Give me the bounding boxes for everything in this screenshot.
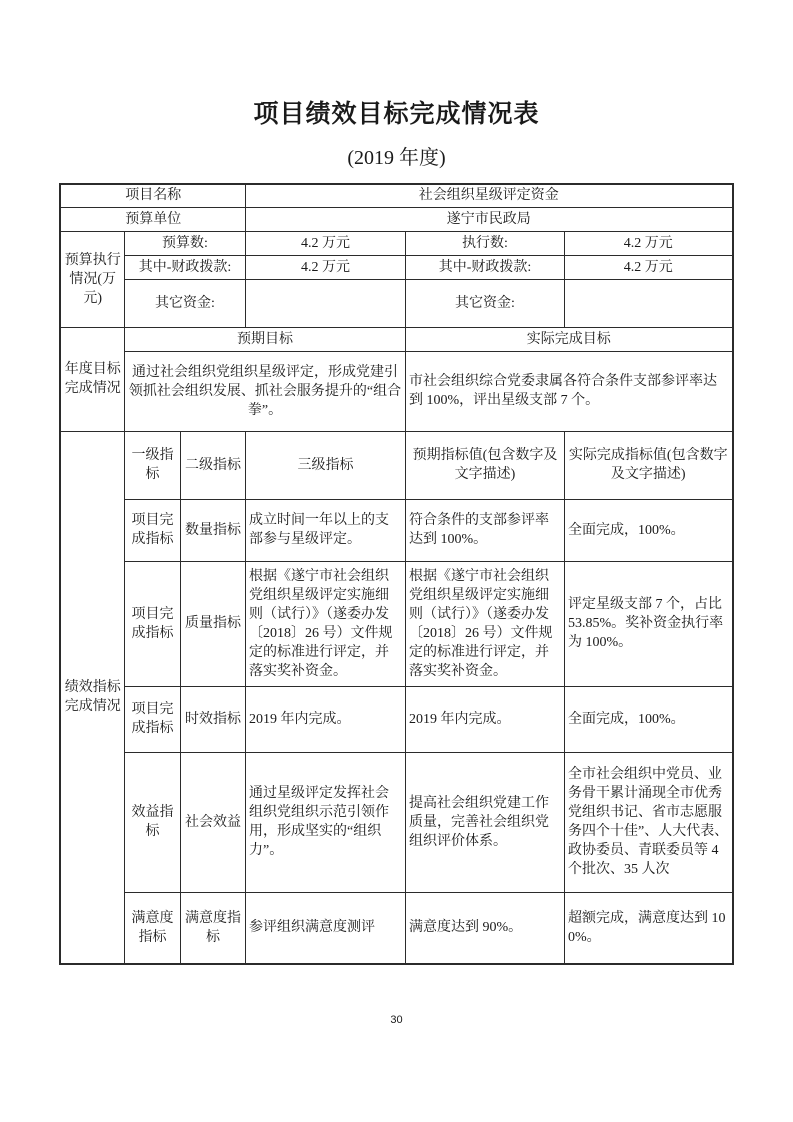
budget-other-label: 其它资金: — [124, 279, 245, 327]
perf-level2-cell: 质量指标 — [180, 561, 245, 686]
budget-fiscal-value: 4.2 万元 — [246, 255, 406, 279]
perf-level2-cell: 时效指标 — [180, 686, 245, 752]
perf-level3-cell: 通过星级评定发挥社会组织党组织示范引领作用，形成坚实的“组织力”。 — [246, 752, 406, 892]
perf-actual-cell: 超额完成，满意度达到 100%。 — [565, 892, 733, 964]
perf-level3-cell: 成立时间一年以上的支部参与星级评定。 — [246, 499, 406, 561]
table-row — [60, 561, 732, 686]
perf-level1-cell: 项目完成指标 — [124, 561, 180, 686]
perf-level3-cell: 参评组织满意度测评 — [246, 892, 406, 964]
perf-level2-cell: 数量指标 — [180, 499, 245, 561]
project-name-label: 项目名称 — [60, 184, 245, 207]
exec-amount-label: 执行数: — [406, 231, 565, 255]
table-row — [60, 752, 732, 892]
budget-exec-label: 预算执行情况(万元) — [60, 231, 124, 327]
perf-level2-cell: 社会效益 — [180, 752, 245, 892]
table-row — [60, 892, 732, 964]
perf-expected-cell: 2019 年内完成。 — [406, 686, 565, 752]
page-subtitle: (2019 年度) — [347, 147, 446, 169]
budget-fiscal-label: 其中-财政拨款: — [124, 255, 245, 279]
perf-actual-cell: 全面完成，100%。 — [565, 686, 733, 752]
annual-goal-label: 年度目标完成情况 — [60, 327, 124, 431]
perf-expected-cell: 根据《遂宁市社会组织党组织星级评定实施细则（试行）》（遂委办发〔2018〕26 号）文件规定的标准进行评定，并落实奖补资金。 — [406, 561, 565, 686]
budget-amount-label: 预算数: — [124, 231, 245, 255]
header-level2: 二级指标 — [180, 431, 245, 499]
budget-amount-value: 4.2 万元 — [246, 231, 406, 255]
perf-actual-cell: 全市社会组织中党员、业务骨干累计涌现全市优秀党组织书记、省市志愿服务四个十佳”、人大代表、政协委员、青联委员等 4 个批次、35 人次 — [565, 752, 733, 892]
header-actual: 实际完成指标值(包含数字及文字描述) — [565, 431, 733, 499]
header-level3: 三级指标 — [246, 431, 406, 499]
perf-expected-cell: 满意度达到 90%。 — [406, 892, 565, 964]
annual-actual-text: 市社会组织综合党委隶属各符合条件支部参评率达到 100%，评出星级支部 7 个。 — [406, 351, 733, 431]
page-title: 项目绩效目标完成情况表 — [253, 101, 540, 128]
perf-level1-cell: 满意度指标 — [124, 892, 180, 964]
header-expected: 预期指标值(包含数字及文字描述) — [406, 431, 565, 499]
annual-expected-header: 预期目标 — [124, 327, 405, 351]
project-name-value: 社会组织星级评定资金 — [246, 184, 733, 207]
budget-unit-label: 预算单位 — [60, 207, 245, 231]
budget-unit-value: 遂宁市民政局 — [246, 207, 733, 231]
table-row — [60, 686, 732, 752]
performance-report-table — [59, 183, 733, 965]
perf-level2-cell: 满意度指标 — [180, 892, 245, 964]
performance-section-label: 绩效指标完成情况 — [60, 431, 124, 964]
perf-expected-cell: 提高社会组织党建工作质量，完善社会组织党组织评价体系。 — [406, 752, 565, 892]
budget-other-value — [246, 279, 406, 327]
exec-other-value — [565, 279, 733, 327]
perf-actual-cell: 评定星级支部 7 个，占比 53.85%。奖补资金执行率为 100%。 — [565, 561, 733, 686]
perf-expected-cell: 符合条件的支部参评率达到 100%。 — [406, 499, 565, 561]
annual-actual-header: 实际完成目标 — [406, 327, 733, 351]
exec-fiscal-label: 其中-财政拨款: — [406, 255, 565, 279]
annual-expected-text: 通过社会组织党组织星级评定，形成党建引领抓社会组织发展、抓社会服务提升的“组合拳”。 — [124, 351, 405, 431]
page-number: 30 — [390, 1014, 403, 1026]
exec-other-label: 其它资金: — [406, 279, 565, 327]
header-level1: 一级指标 — [124, 431, 180, 499]
perf-level3-cell: 根据《遂宁市社会组织党组织星级评定实施细则（试行）》（遂委办发〔2018〕26 号）文件规定的标准进行评定，并落实奖补资金。 — [246, 561, 406, 686]
perf-level3-cell: 2019 年内完成。 — [246, 686, 406, 752]
exec-fiscal-value: 4.2 万元 — [565, 255, 733, 279]
perf-level1-cell: 项目完成指标 — [124, 499, 180, 561]
perf-level1-cell: 项目完成指标 — [124, 686, 180, 752]
exec-amount-value: 4.2 万元 — [565, 231, 733, 255]
table-row — [60, 499, 732, 561]
perf-actual-cell: 全面完成，100%。 — [565, 499, 733, 561]
perf-level1-cell: 效益指标 — [124, 752, 180, 892]
